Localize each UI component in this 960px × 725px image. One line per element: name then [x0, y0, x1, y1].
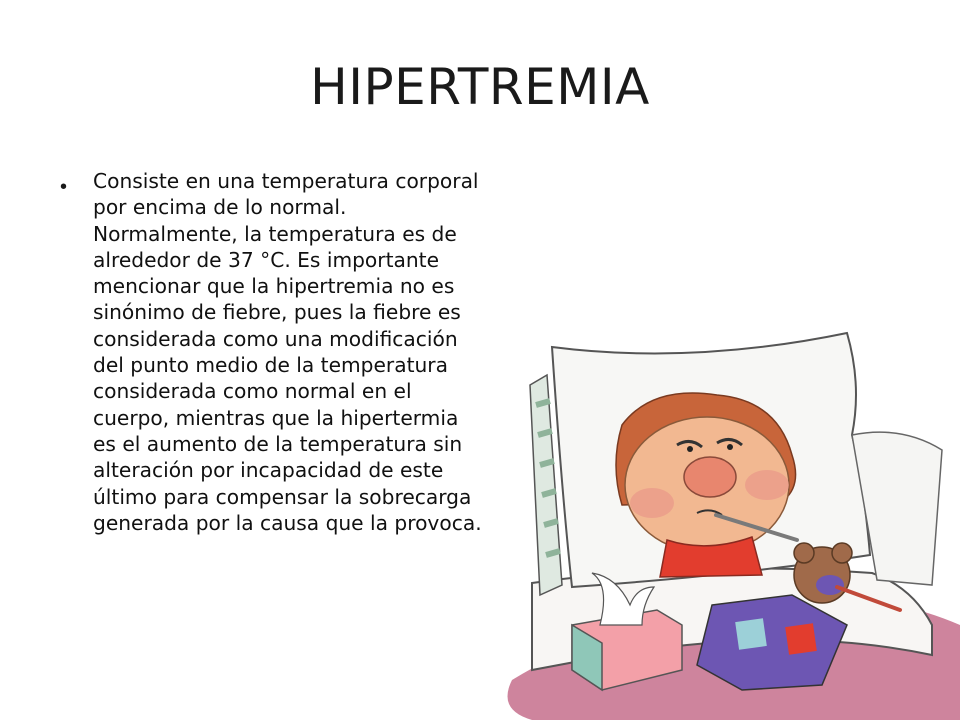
back-pillow-shape [852, 432, 942, 585]
bullet-text: Consiste en una temperatura corporal por encima de lo normal. Normalmente, la temperatura es de alrededor de 37 °C. Es importante mencionar que la hipertremia no es sinónimo de fiebre, pues la fiebre es considerada como una modificación del punto medio de la temperatura considerada como normal en el cuerpo, mientras que la hipertermia es el aumento de la temperatura sin alteración por incapacidad de este último para compensar la sobrecarga generada por la causa que la provoca. [93, 168, 483, 536]
nose-shape [684, 457, 736, 497]
slide-title: HIPERTREMIA [0, 58, 960, 116]
bullet-icon: • [60, 176, 67, 199]
sick-child-in-bed-illustration [492, 325, 960, 720]
